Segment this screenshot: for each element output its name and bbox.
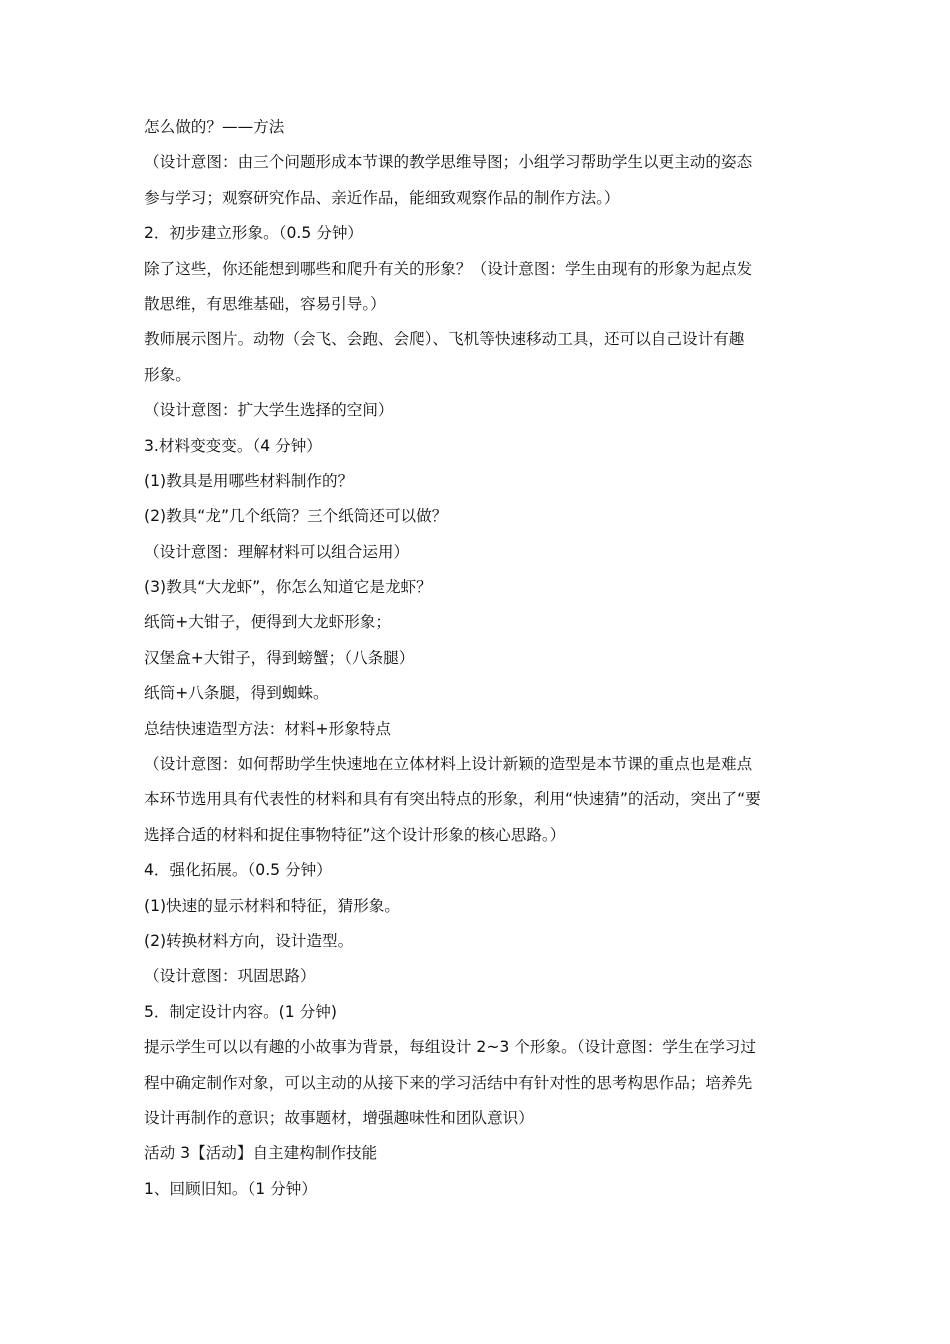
text-line: 形象。 bbox=[144, 365, 191, 384]
text-line: 提示学生可以以有趣的小故事为背景，每组设计 2~3 个形象。（设计意图：学生在学习过 bbox=[144, 1038, 756, 1057]
document-body bbox=[144, 110, 810, 1207]
section-heading: 4．强化拓展。（0.5 分钟） bbox=[144, 861, 332, 880]
text-line: 设计再制作的意识；故事题材，增强趣味性和团队意识） bbox=[144, 1108, 534, 1127]
text-line: （设计意图：理解材料可以组合运用） bbox=[144, 542, 410, 561]
section-heading: 1、回顾旧知。（1 分钟） bbox=[144, 1179, 317, 1198]
section-heading: 2．初步建立形象。（0.5 分钟） bbox=[144, 224, 364, 243]
text-line: 教师展示图片。动物（会飞、会跑、会爬）、飞机等快速移动工具，还可以自己设计有趣 bbox=[144, 330, 745, 349]
text-line: (1)教具是用哪些材料制作的？ bbox=[144, 471, 354, 490]
text-line: (2)转换材料方向，设计造型。 bbox=[144, 931, 354, 950]
text-line: (3)教具“大龙虾”，你怎么知道它是龙虾？ bbox=[144, 578, 432, 597]
text-line: (2)教具“龙”几个纸筒？三个纸筒还可以做？ bbox=[144, 507, 448, 526]
text-line: 纸筒+大钳子，便得到大龙虾形象； bbox=[144, 613, 391, 632]
section-heading: 5．制定设计内容。(1 分钟) bbox=[144, 1002, 337, 1021]
text-line: 汉堡盒+大钳子，得到螃蟹；（八条腿） bbox=[144, 648, 415, 667]
text-line: （设计意图：如何帮助学生快速地在立体材料上设计新颖的造型是本节课的重点也是难点 bbox=[144, 755, 753, 774]
text-line: （设计意图：由三个问题形成本节课的教学思维导图；小组学习帮助学生以更主动的姿态 bbox=[144, 153, 753, 172]
text-line: 散思维，有思维基础，容易引导。） bbox=[144, 294, 386, 313]
activity-heading: 活动 3【活动】自主建构制作技能 bbox=[144, 1144, 378, 1163]
text-line: （设计意图：扩大学生选择的空间） bbox=[144, 401, 394, 420]
text-line: 选择合适的材料和捉住事物特征”这个设计形象的核心思路。） bbox=[144, 825, 566, 844]
text-line: 本环节选用具有代表性的材料和具有有突出特点的形象，利用“快速猜”的活动，突出了“要 bbox=[144, 790, 761, 809]
section-heading: 3.材料变变变。（4 分钟） bbox=[144, 436, 322, 455]
text-line: 程中确定制作对象，可以主动的从接下来的学习活结中有针对性的思考构思作品；培养先 bbox=[144, 1073, 753, 1092]
text-line: （设计意图：巩固思路） bbox=[144, 967, 316, 986]
text-line: 怎么做的？——方法 bbox=[144, 118, 285, 136]
text-line: 参与学习；观察研究作品、亲近作品，能细致观察作品的制作方法。） bbox=[144, 188, 620, 207]
text-line: 总结快速造型方法：材料+形象特点 bbox=[144, 719, 391, 738]
text-line: 除了这些，你还能想到哪些和爬升有关的形象？（设计意图：学生由现有的形象为起点发 bbox=[144, 259, 753, 278]
text-line: (1)快速的显示材料和特征，猜形象。 bbox=[144, 896, 400, 915]
text-line: 纸筒+八条腿，得到蜘蛛。 bbox=[144, 684, 329, 703]
